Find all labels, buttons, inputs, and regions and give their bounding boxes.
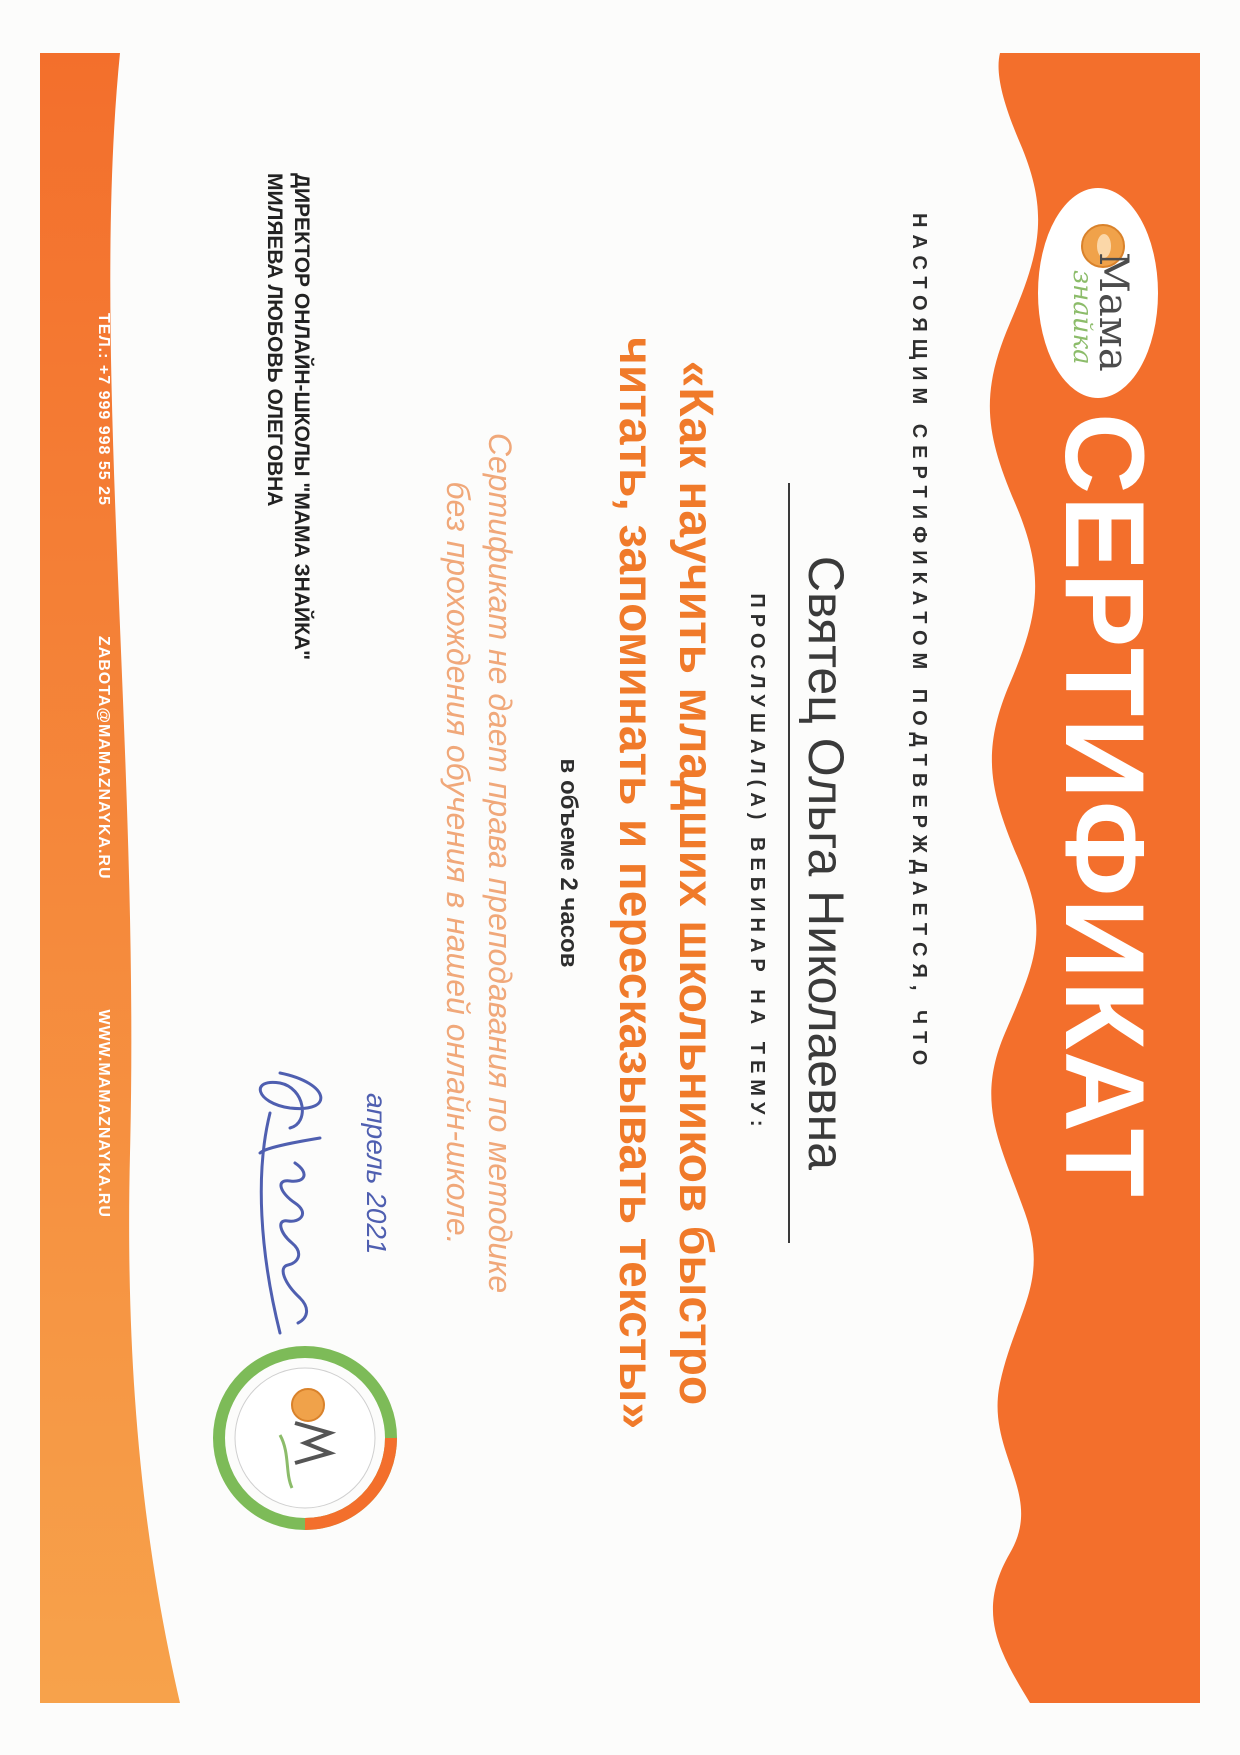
certificate-title: СЕРТИФИКАТ (1042, 412, 1167, 1199)
footer-website: WWW.MAMAZNAYKA.RU (95, 1009, 112, 1218)
name-underline (788, 483, 790, 1243)
topic-line-1: «Как научить младших школьников быстро (669, 360, 722, 1405)
hours-volume: в объеме 2 часов (555, 758, 582, 967)
disclaimer-line-2: без прохождения обучения в нашей онлайн-школе. (440, 480, 477, 1245)
certificate (40, 53, 1200, 1703)
webinar-topic (605, 183, 725, 1583)
logo-word: Мама (1090, 251, 1136, 372)
handwritten-signature (240, 1053, 350, 1353)
recipient-name: Святец Ольга Николаевна (798, 555, 854, 1170)
footer-email: ZABOTA@MAMAZNAYKA.RU (95, 635, 112, 879)
director-block (260, 173, 315, 773)
lead-text: НАСТОЯЩИМ СЕРТИФИКАТОМ ПОДТВЕРЖДАЕТСЯ, ЧТО (908, 212, 930, 1072)
school-seal-stamp (210, 1343, 400, 1533)
logo-badge (1038, 188, 1158, 398)
footer-phone: ТЕЛ.: +7 999 998 55 25 (95, 312, 112, 506)
disclaimer (437, 313, 520, 1413)
director-name: МИЛЯЕВА ЛЮБОВЬ ОЛЕГОВНА (262, 172, 286, 506)
issue-date: апрель 2021 (361, 1092, 392, 1254)
logo-subword: знайка (1067, 269, 1097, 365)
director-title: ДИРЕКТОР ОНЛАЙН-ШКОЛЫ "МАМА ЗНАЙКА" (290, 172, 313, 660)
attended-text: ПРОСЛУШАЛ(А) ВЕБИНАР НА ТЕМУ: (746, 592, 768, 1133)
mama-znayka-logo-icon (1053, 218, 1143, 372)
disclaimer-line-1: Сертификат не дает права преподавания по методике (482, 432, 518, 1293)
topic-line-2: читать, запоминать и пересказывать тексты» (609, 336, 662, 1429)
footer-contacts (94, 313, 112, 1613)
